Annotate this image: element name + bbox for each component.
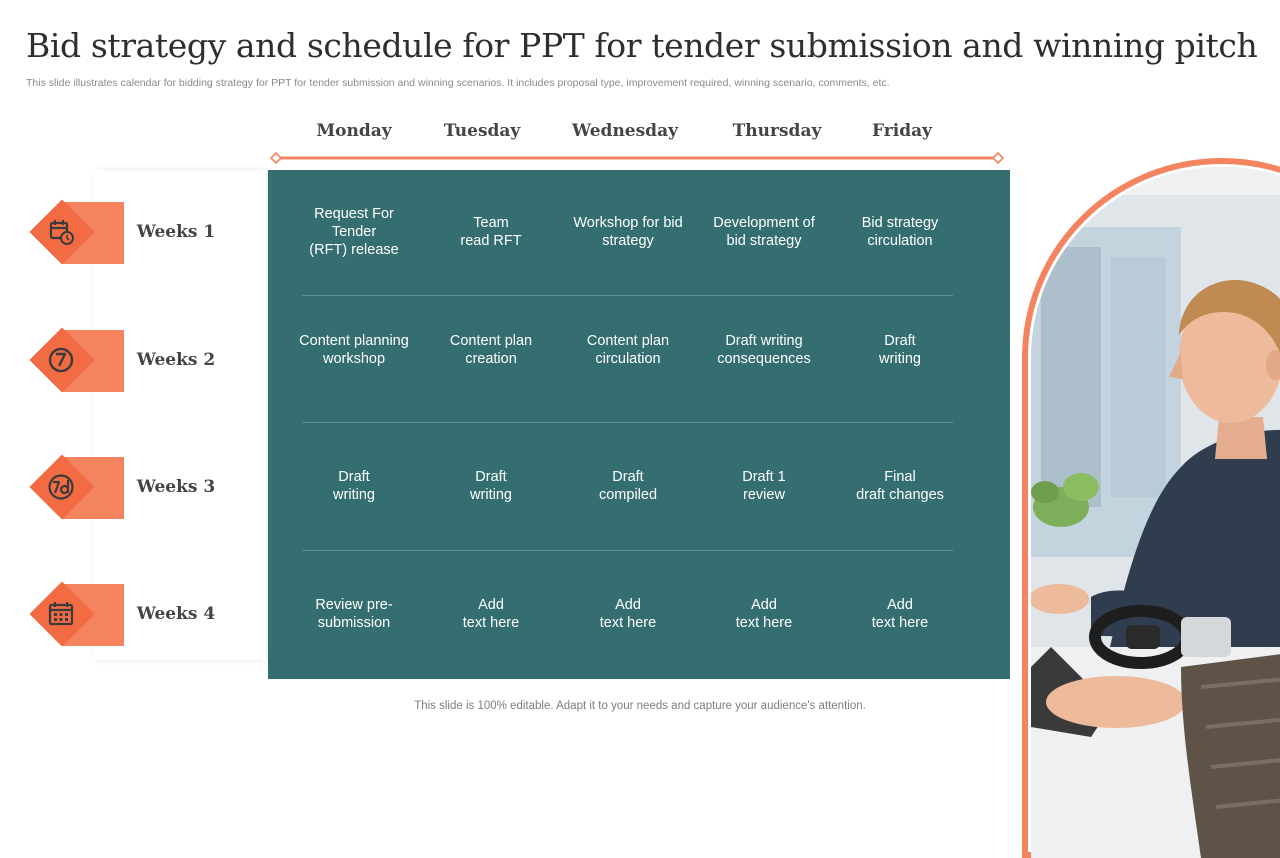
schedule-cell: Add text here bbox=[599, 597, 657, 631]
schedule-cell: Content plan circulation bbox=[586, 333, 670, 367]
schedule-cell: Content planning workshop bbox=[299, 333, 409, 367]
schedule-cell: Add text here bbox=[871, 597, 929, 631]
schedule-cell: Draft writing bbox=[879, 333, 921, 367]
week-row-2 bbox=[30, 330, 280, 394]
clock-seven-icon bbox=[44, 343, 78, 377]
week-label: Weeks 1 bbox=[136, 222, 216, 242]
timeline-end-marker bbox=[993, 153, 1003, 163]
schedule-cell: Review pre- submission bbox=[315, 597, 393, 631]
day-header-friday: Friday bbox=[872, 121, 932, 141]
week-label: Weeks 3 bbox=[136, 477, 216, 497]
schedule-cell: Final draft changes bbox=[856, 469, 944, 503]
seven-days-icon bbox=[44, 470, 78, 504]
slide-title: Bid strategy and schedule for PPT for tender submission and winning pitch bbox=[26, 26, 1258, 65]
schedule-cell: Add text here bbox=[735, 597, 793, 631]
week-label: Weeks 4 bbox=[136, 604, 216, 624]
schedule-cell: Team read RFT bbox=[460, 215, 522, 249]
day-header-thursday: Thursday bbox=[732, 121, 822, 141]
schedule-cell: Draft writing bbox=[470, 469, 512, 503]
schedule-grid bbox=[268, 170, 1010, 679]
schedule-cell: Draft writing bbox=[333, 469, 375, 503]
day-header-wednesday: Wednesday bbox=[572, 121, 678, 141]
schedule-cell: Draft writing consequences bbox=[717, 333, 811, 367]
slide-footer: This slide is 100% editable. Adapt it to your needs and capture your audience's attention. bbox=[414, 700, 866, 712]
photo-illustration bbox=[1031, 167, 1280, 858]
timeline-bar bbox=[270, 151, 1004, 165]
timeline-start-marker bbox=[271, 153, 281, 163]
week-row-1 bbox=[30, 202, 280, 266]
week-row-3 bbox=[30, 457, 280, 521]
schedule-cell: Add text here bbox=[462, 597, 520, 631]
row-divider bbox=[302, 295, 953, 296]
schedule-cell: Request For Tender (RFT) release bbox=[309, 206, 399, 258]
schedule-cell: Workshop for bid strategy bbox=[573, 215, 683, 249]
row-divider bbox=[302, 550, 953, 551]
slide-subtitle: This slide illustrates calendar for bidding strategy for PPT for tender submission and winning scenarios. It includes proposal type, improvement required, winning scenario, comments, etc. bbox=[26, 77, 890, 89]
day-header-tuesday: Tuesday bbox=[443, 121, 521, 141]
calendar-refresh-icon bbox=[44, 215, 78, 249]
row-divider bbox=[302, 422, 953, 423]
schedule-cell: Development of bid strategy bbox=[713, 215, 815, 249]
calendar-grid-icon bbox=[44, 597, 78, 631]
schedule-cell: Draft 1 review bbox=[742, 469, 786, 503]
schedule-cell: Content plan creation bbox=[449, 333, 533, 367]
schedule-cell: Bid strategy circulation bbox=[861, 215, 939, 249]
week-row-4 bbox=[30, 584, 280, 648]
person-at-computer-photo bbox=[1031, 167, 1280, 858]
schedule-cell: Draft compiled bbox=[598, 469, 658, 503]
week-label: Weeks 2 bbox=[136, 350, 216, 370]
day-header-monday: Monday bbox=[316, 121, 392, 141]
